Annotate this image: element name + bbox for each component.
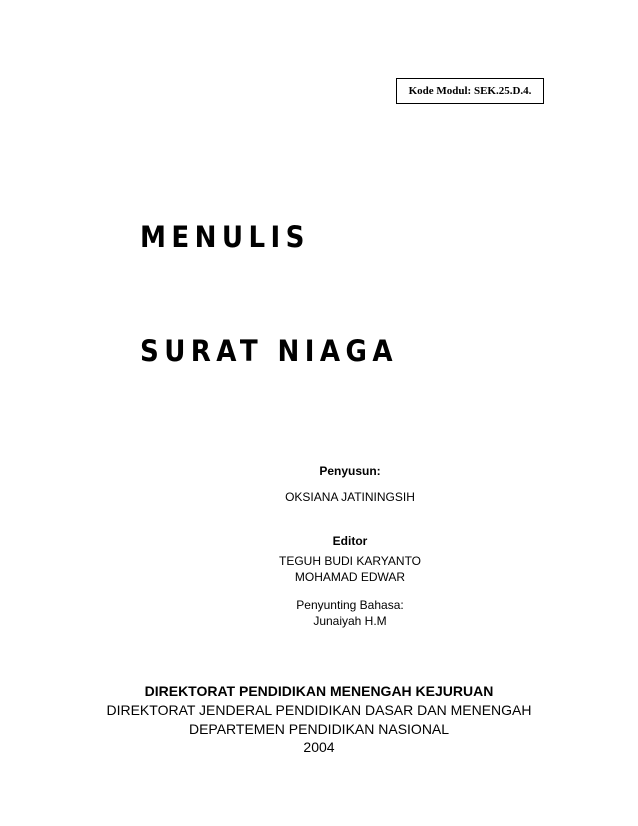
editor-name-1: TEGUH BUDI KARYANTO bbox=[278, 554, 422, 568]
footer-directorate: DIREKTORAT PENDIDIKAN MENENGAH KEJURUAN bbox=[144, 683, 494, 699]
document-title bbox=[140, 142, 398, 446]
language-editor-name: Junaiyah H.M bbox=[313, 614, 387, 628]
editor-heading: Editor bbox=[332, 534, 368, 548]
footer-year: 2004 bbox=[303, 739, 335, 755]
module-code-box bbox=[396, 78, 544, 104]
footer-directorate-general: DIREKTORAT JENDERAL PENDIDIKAN DASAR DAN MENENGAH bbox=[106, 702, 532, 718]
language-editor-heading: Penyunting Bahasa: bbox=[296, 598, 404, 612]
footer-department: DEPARTEMEN PENDIDIKAN NASIONAL bbox=[188, 721, 450, 737]
title-line-2: SURAT NIAGA bbox=[140, 334, 398, 368]
module-code: Kode Modul: SEK.25.D.4. bbox=[408, 85, 532, 97]
author-heading: Penyusun: bbox=[319, 464, 381, 478]
author-name: OKSIANA JATININGSIH bbox=[285, 490, 415, 504]
editor-name-2: MOHAMAD EDWAR bbox=[294, 570, 406, 584]
title-line-1: MENULIS bbox=[140, 220, 310, 254]
